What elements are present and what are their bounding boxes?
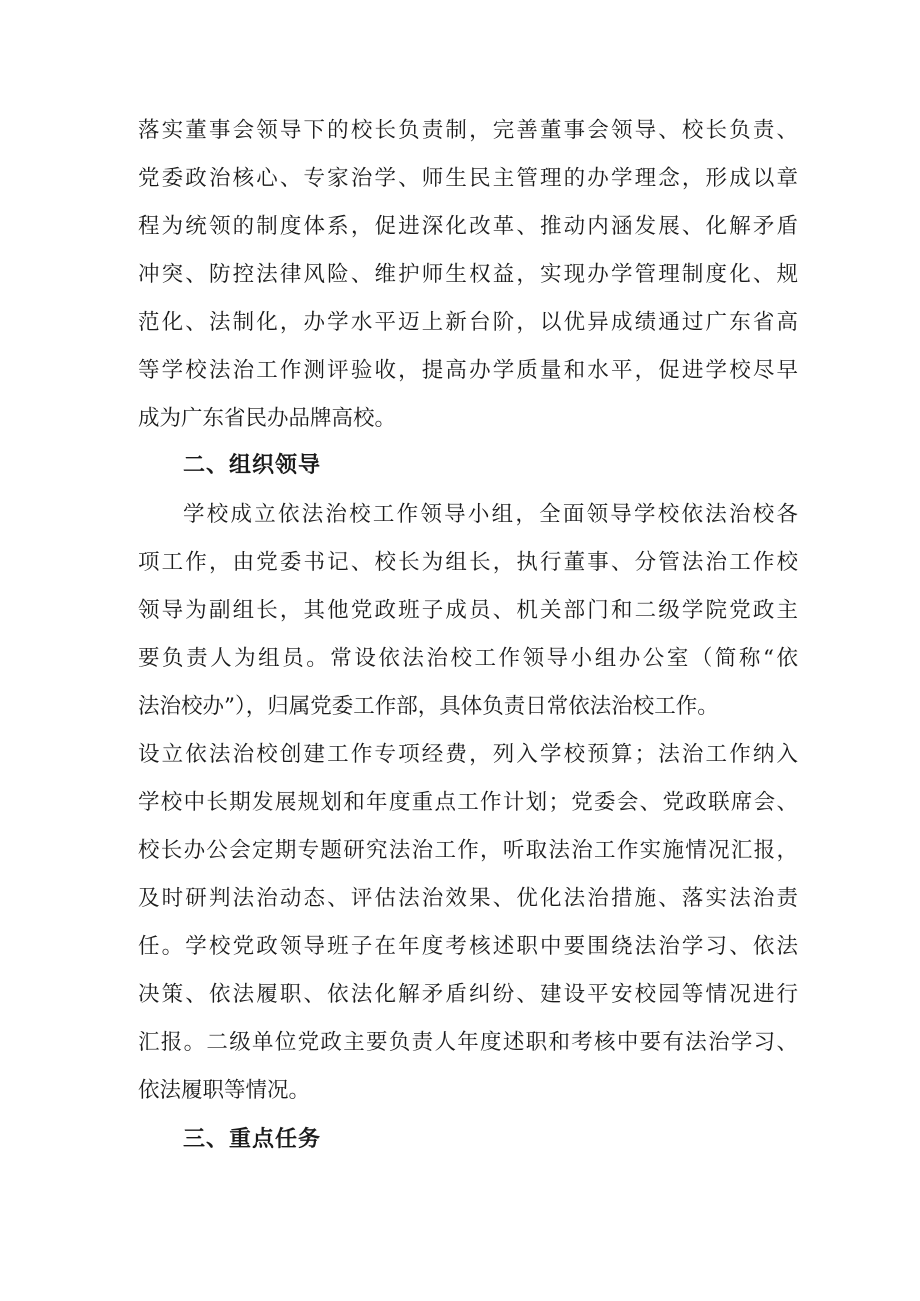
paragraph-line: 成为广东省民办品牌高校。 xyxy=(138,406,397,431)
paragraph-line: 程为统领的制度体系，促进深化改革、推动内涵发展、化解矛盾 xyxy=(138,214,798,239)
paragraph-line: 党委政治核心、专家治学、师生民主管理的办学理念，形成以章 xyxy=(138,166,798,191)
paragraph-line: 要负责人为组员。常设依法治校工作领导小组办公室（简称“依 xyxy=(138,646,798,671)
paragraph-line: 范化、法制化，办学水平迈上新台阶，以优异成绩通过广东省高 xyxy=(138,310,798,335)
paragraph-line: 决策、依法履职、依法化解矛盾纠纷、建设平安校园等情况进行 xyxy=(138,982,798,1007)
paragraph-line: 学校中长期发展规划和年度重点工作计划；党委会、党政联席会、 xyxy=(138,790,798,815)
section-heading-organization: 二、组织领导 xyxy=(183,453,322,478)
paragraph-line: 任。学校党政领导班子在年度考核述职中要围绕法治学习、依法 xyxy=(138,934,798,959)
paragraph-line: 等学校法治工作测评验收，提高办学质量和水平，促进学校尽早 xyxy=(138,358,798,383)
paragraph-line: 冲突、防控法律风险、维护师生权益，实现办学管理制度化、规 xyxy=(138,262,798,287)
paragraph-line: 设立依法治校创建工作专项经费，列入学校预算；法治工作纳入 xyxy=(138,742,798,767)
section-heading-key-tasks: 三、重点任务 xyxy=(183,1127,322,1152)
paragraph-line: 法治校办”），归属党委工作部，具体负责日常依法治校工作。 xyxy=(138,694,719,719)
paragraph-line: 汇报。二级单位党政主要负责人年度述职和考核中要有法治学习、 xyxy=(138,1030,798,1055)
paragraph-line: 依法履职等情况。 xyxy=(138,1078,311,1103)
paragraph-line: 领导为副组长，其他党政班子成员、机关部门和二级学院党政主 xyxy=(138,598,798,623)
paragraph-line: 项工作，由党委书记、校长为组长，执行董事、分管法治工作校 xyxy=(138,550,798,575)
paragraph-line: 落实董事会领导下的校长负责制，完善董事会领导、校长负责、 xyxy=(138,118,798,143)
paragraph-line: 校长办公会定期专题研究法治工作，听取法治工作实施情况汇报， xyxy=(138,838,798,863)
paragraph-line: 及时研判法治动态、评估法治效果、优化法治措施、落实法治责 xyxy=(138,886,798,911)
paragraph-line: 学校成立依法治校工作领导小组，全面领导学校依法治校各 xyxy=(183,502,798,527)
